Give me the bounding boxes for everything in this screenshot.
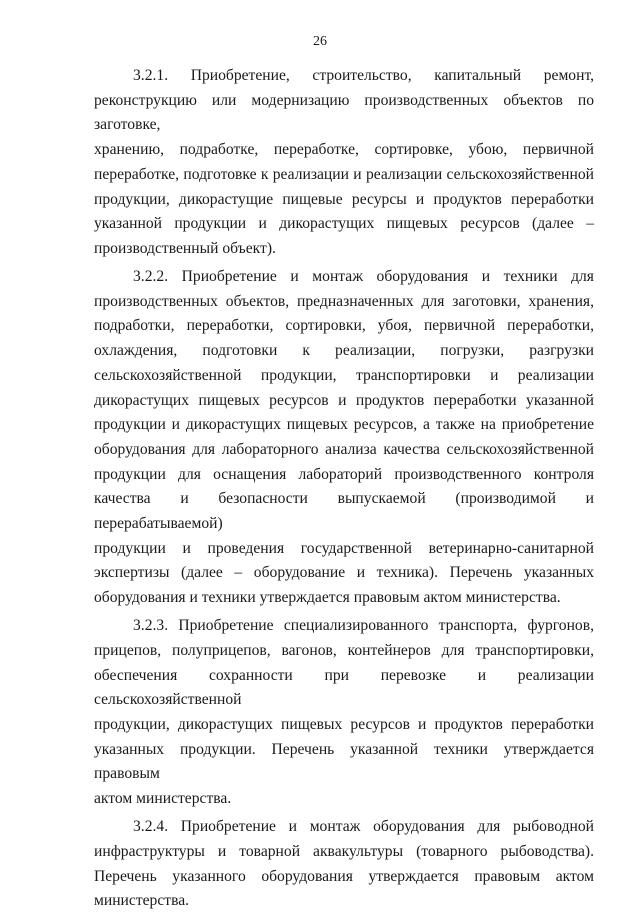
- text-line: производственных объектов, предназначенных для заготовки, хранения,: [94, 292, 594, 310]
- text-line: министерства.: [94, 892, 190, 910]
- paragraph-3-2-3: [94, 614, 594, 812]
- document-body: [94, 64, 594, 917]
- text-line: переработке, подготовке к реализации и реализации сельскохозяйственной: [94, 165, 594, 183]
- text-line: продукции, дикорастущие пищевые ресурсы и продуктов переработки: [94, 190, 594, 208]
- text-line: продукции для оснащения лабораторий производственного контроля: [94, 465, 594, 483]
- text-line: дикорастущих пищевых ресурсов и продуктов переработки указанной: [94, 391, 594, 409]
- text-line: обеспечения сохранности при перевозке и реализации сельскохозяйственной: [94, 666, 594, 709]
- text-line: актом министерства.: [94, 790, 232, 808]
- paragraph-3-2-1: [94, 64, 594, 262]
- text-line: хранению, подработке, переработке, сортировке, убою, первичной: [94, 141, 594, 159]
- text-line: реконструкцию или модернизацию производственных объектов по заготовке,: [94, 91, 594, 134]
- text-line: оборудования и техники утверждается правовым актом министерства.: [94, 589, 561, 607]
- text-line: 3.2.1. Приобретение, строительство, капитальный ремонт,: [133, 67, 594, 84]
- page-number: 26: [313, 34, 327, 49]
- text-line: прицепов, полуприцепов, вагонов, контейнеров для транспортировки,: [94, 641, 594, 659]
- text-line: производственный объект).: [94, 239, 276, 257]
- text-line: качества и безопасности выпускаемой (производимой и перерабатываемой): [94, 490, 594, 533]
- text-line: указанной продукции и дикорастущих пищевых ресурсов (далее –: [94, 215, 594, 233]
- text-line: экспертизы (далее – оборудование и техника). Перечень указанных: [94, 564, 594, 582]
- text-line: 3.2.3. Приобретение специализированного транспорта, фургонов,: [133, 617, 594, 635]
- text-line: указанных продукции. Перечень указанной техники утверждается правовым: [94, 740, 594, 783]
- text-line: 3.2.2. Приобретение и монтаж оборудования и техники для: [133, 268, 594, 286]
- text-line: сельскохозяйственной продукции, транспортировки и реализации: [94, 366, 594, 384]
- text-line: Перечень указанного оборудования утверждается правовым актом: [94, 867, 594, 885]
- paragraph-3-2-2: [94, 265, 594, 611]
- text-line: охлаждения, подготовки к реализации, погрузки, разгрузки: [94, 342, 594, 360]
- text-line: инфраструктуры и товарной аквакультуры (товарного рыбоводства).: [94, 842, 594, 860]
- text-line: продукции, дикорастущих пищевых ресурсов и продуктов переработки: [94, 716, 594, 734]
- text-line: продукции и дикорастущих пищевых ресурсов, а также на приобретение: [94, 416, 594, 434]
- text-line: 3.2.4. Приобретение и монтаж оборудования для рыбоводной: [133, 818, 594, 836]
- text-line: оборудования для лабораторного анализа качества сельскохозяйственной: [94, 440, 594, 458]
- paragraph-3-2-4: [94, 815, 594, 914]
- text-line: подработки, переработки, сортировки, убоя, первичной переработки,: [94, 317, 594, 335]
- text-line: продукции и проведения государственной ветеринарно-санитарной: [94, 539, 594, 557]
